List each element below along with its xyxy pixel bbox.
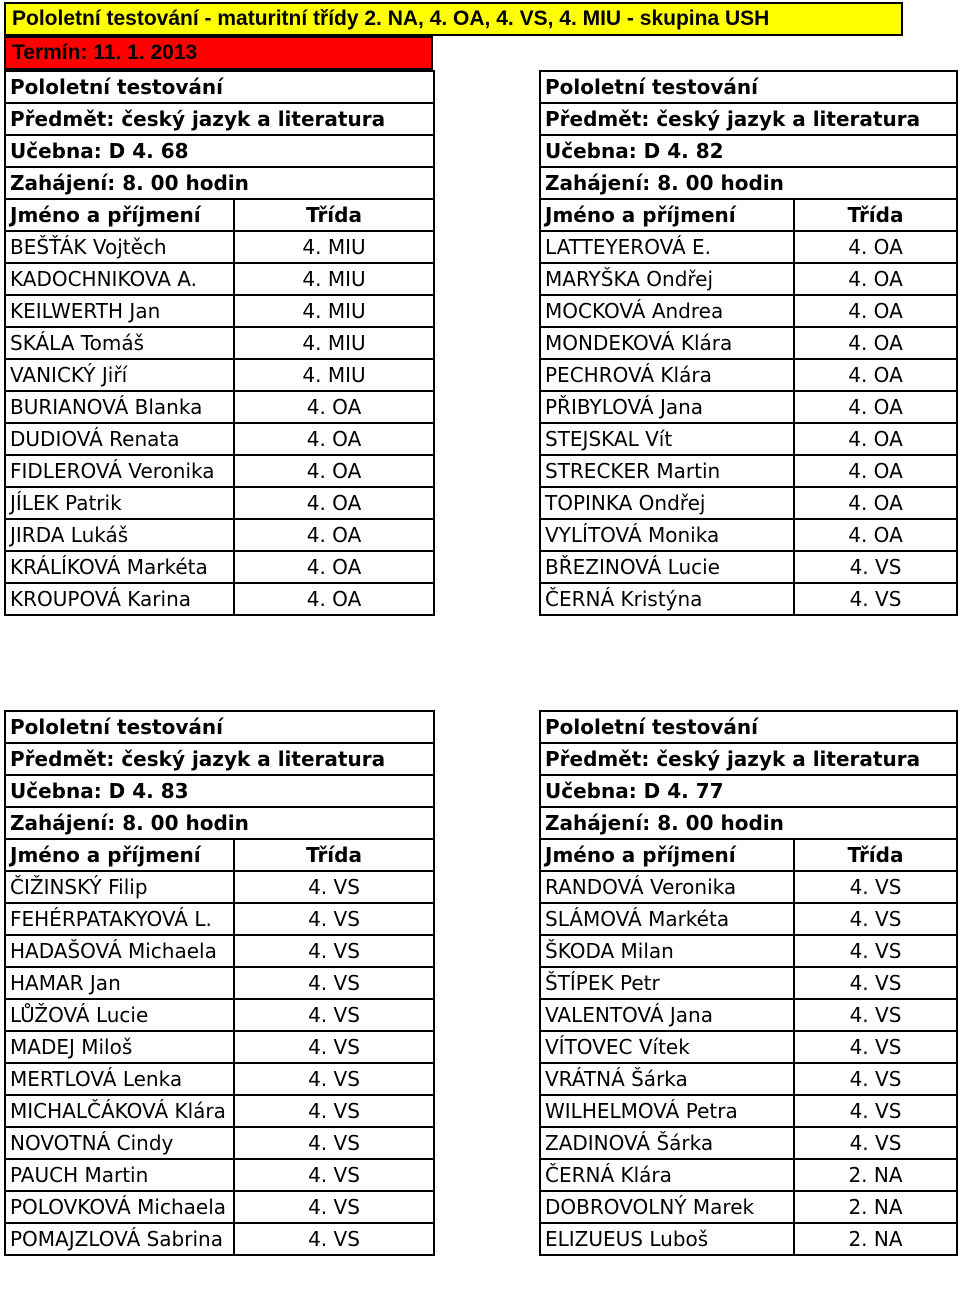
student-name: VALENTOVÁ Jana bbox=[540, 999, 794, 1031]
student-name: VRÁTNÁ Šárka bbox=[540, 1063, 794, 1095]
student-class: 4. VS bbox=[794, 1063, 957, 1095]
table-row bbox=[540, 551, 957, 583]
student-name: MICHALČÁKOVÁ Klára bbox=[5, 1095, 234, 1127]
group-table-d482 bbox=[539, 70, 958, 616]
table-row bbox=[540, 487, 957, 519]
student-name: KROUPOVÁ Karina bbox=[5, 583, 234, 615]
group-heading: Pololetní testování bbox=[5, 711, 434, 743]
group-start: Zahájení: 8. 00 hodin bbox=[540, 807, 957, 839]
student-class: 4. OA bbox=[794, 391, 957, 423]
group-room: Učebna: D 4. 83 bbox=[5, 775, 434, 807]
table-row bbox=[5, 231, 434, 263]
group-table-d477 bbox=[539, 710, 958, 1256]
student-name: BŘEZINOVÁ Lucie bbox=[540, 551, 794, 583]
table-row bbox=[5, 1223, 434, 1255]
student-class: 4. OA bbox=[234, 519, 434, 551]
header-row bbox=[5, 199, 434, 231]
table-row bbox=[5, 935, 434, 967]
student-name: SLÁMOVÁ Markéta bbox=[540, 903, 794, 935]
group-start: Zahájení: 8. 00 hodin bbox=[5, 167, 434, 199]
table-row bbox=[540, 1127, 957, 1159]
group-subject: Předmět: český jazyk a literatura bbox=[5, 103, 434, 135]
group-room-row bbox=[5, 775, 434, 807]
group-room: Učebna: D 4. 77 bbox=[540, 775, 957, 807]
table-row bbox=[540, 263, 957, 295]
student-class: 4. VS bbox=[794, 1095, 957, 1127]
student-name: BEŠŤÁK Vojtěch bbox=[5, 231, 234, 263]
table-row bbox=[5, 1127, 434, 1159]
student-class: 4. MIU bbox=[234, 263, 434, 295]
student-name: MONDEKOVÁ Klára bbox=[540, 327, 794, 359]
student-name: SKÁLA Tomáš bbox=[5, 327, 234, 359]
table-row bbox=[5, 1095, 434, 1127]
student-name: ZADINOVÁ Šárka bbox=[540, 1127, 794, 1159]
student-name: POLOVKOVÁ Michaela bbox=[5, 1191, 234, 1223]
table-row bbox=[5, 391, 434, 423]
document-title: Pololetní testování - maturitní třídy 2. NA, 4. OA, 4. VS, 4. MIU - skupina USH bbox=[4, 2, 903, 36]
student-name: MOCKOVÁ Andrea bbox=[540, 295, 794, 327]
student-class: 2. NA bbox=[794, 1223, 957, 1255]
student-class: 4. VS bbox=[234, 1127, 434, 1159]
group-start-row bbox=[5, 167, 434, 199]
table-row bbox=[5, 1191, 434, 1223]
student-class: 4. MIU bbox=[234, 327, 434, 359]
header-row bbox=[540, 839, 957, 871]
student-class: 4. VS bbox=[794, 999, 957, 1031]
table-row bbox=[5, 1063, 434, 1095]
col-header-name: Jméno a příjmení bbox=[5, 839, 234, 871]
student-name: WILHELMOVÁ Petra bbox=[540, 1095, 794, 1127]
group-room: Učebna: D 4. 82 bbox=[540, 135, 957, 167]
section-top bbox=[0, 70, 960, 644]
group-subject-row bbox=[5, 103, 434, 135]
student-name: VANICKÝ Jiří bbox=[5, 359, 234, 391]
student-name: FIDLEROVÁ Veronika bbox=[5, 455, 234, 487]
table-row bbox=[540, 295, 957, 327]
student-class: 4. OA bbox=[794, 295, 957, 327]
student-name: KADOCHNIKOVA A. bbox=[5, 263, 234, 295]
group-room-row bbox=[5, 135, 434, 167]
student-name: PŘIBYLOVÁ Jana bbox=[540, 391, 794, 423]
student-class: 4. MIU bbox=[234, 231, 434, 263]
student-class: 4. OA bbox=[794, 231, 957, 263]
student-name: DUDIOVÁ Renata bbox=[5, 423, 234, 455]
table-row bbox=[540, 1031, 957, 1063]
student-name: DOBROVOLNÝ Marek bbox=[540, 1191, 794, 1223]
exam-date: Termín: 11. 1. 2013 bbox=[4, 36, 433, 70]
student-class: 4. VS bbox=[234, 1031, 434, 1063]
table-row bbox=[5, 327, 434, 359]
student-name: MARYŠKA Ondřej bbox=[540, 263, 794, 295]
student-name: ELIZUEUS Luboš bbox=[540, 1223, 794, 1255]
student-name: HAMAR Jan bbox=[5, 967, 234, 999]
student-name: ČERNÁ Kristýna bbox=[540, 583, 794, 615]
table-row bbox=[540, 999, 957, 1031]
group-subject: Předmět: český jazyk a literatura bbox=[540, 743, 957, 775]
table-row bbox=[5, 999, 434, 1031]
table-row bbox=[540, 327, 957, 359]
student-name: JÍLEK Patrik bbox=[5, 487, 234, 519]
group-room-row bbox=[540, 135, 957, 167]
student-class: 4. OA bbox=[234, 423, 434, 455]
group-start-row bbox=[540, 167, 957, 199]
group-start: Zahájení: 8. 00 hodin bbox=[540, 167, 957, 199]
table-row bbox=[540, 1159, 957, 1191]
student-class: 4. VS bbox=[234, 967, 434, 999]
student-class: 4. VS bbox=[794, 551, 957, 583]
group-start-row bbox=[5, 807, 434, 839]
student-class: 4. VS bbox=[234, 1095, 434, 1127]
table-row bbox=[540, 423, 957, 455]
student-name: PECHROVÁ Klára bbox=[540, 359, 794, 391]
student-class: 4. OA bbox=[234, 455, 434, 487]
table-row bbox=[5, 295, 434, 327]
table-row bbox=[5, 423, 434, 455]
student-name: BURIANOVÁ Blanka bbox=[5, 391, 234, 423]
student-name: RANDOVÁ Veronika bbox=[540, 871, 794, 903]
student-class: 4. OA bbox=[234, 583, 434, 615]
table-row bbox=[5, 903, 434, 935]
table-row bbox=[540, 455, 957, 487]
col-header-name: Jméno a příjmení bbox=[5, 199, 234, 231]
group-heading-row bbox=[5, 71, 434, 103]
col-header-name: Jméno a příjmení bbox=[540, 839, 794, 871]
col-header-class: Třída bbox=[234, 839, 434, 871]
table-row bbox=[540, 391, 957, 423]
student-name: ŠKODA Milan bbox=[540, 935, 794, 967]
student-class: 4. OA bbox=[794, 327, 957, 359]
student-name: VÍTOVEC Vítek bbox=[540, 1031, 794, 1063]
student-name: KEILWERTH Jan bbox=[5, 295, 234, 327]
student-class: 2. NA bbox=[794, 1159, 957, 1191]
table-row bbox=[5, 967, 434, 999]
group-heading: Pololetní testování bbox=[5, 71, 434, 103]
table-row bbox=[5, 359, 434, 391]
student-class: 4. OA bbox=[234, 551, 434, 583]
table-row bbox=[540, 1063, 957, 1095]
student-class: 4. OA bbox=[794, 487, 957, 519]
group-heading-row bbox=[540, 711, 957, 743]
table-row bbox=[5, 1031, 434, 1063]
table-row bbox=[540, 871, 957, 903]
col-header-class: Třída bbox=[794, 839, 957, 871]
student-name: MADEJ Miloš bbox=[5, 1031, 234, 1063]
table-row bbox=[540, 967, 957, 999]
student-class: 4. VS bbox=[794, 903, 957, 935]
section-bottom bbox=[0, 710, 960, 1284]
header-row bbox=[540, 199, 957, 231]
student-class: 4. VS bbox=[794, 583, 957, 615]
header-row bbox=[5, 839, 434, 871]
student-class: 4. OA bbox=[794, 455, 957, 487]
table-row bbox=[540, 1191, 957, 1223]
group-room-row bbox=[540, 775, 957, 807]
student-name: POMAJZLOVÁ Sabrina bbox=[5, 1223, 234, 1255]
table-row bbox=[5, 519, 434, 551]
group-start: Zahájení: 8. 00 hodin bbox=[5, 807, 434, 839]
group-subject-row bbox=[540, 103, 957, 135]
group-table-d468 bbox=[4, 70, 435, 616]
student-class: 4. VS bbox=[234, 1223, 434, 1255]
student-class: 4. MIU bbox=[234, 359, 434, 391]
student-class: 4. VS bbox=[234, 903, 434, 935]
table-row bbox=[5, 263, 434, 295]
student-class: 4. VS bbox=[234, 999, 434, 1031]
table-row bbox=[540, 935, 957, 967]
student-name: HADAŠOVÁ Michaela bbox=[5, 935, 234, 967]
student-class: 4. OA bbox=[794, 423, 957, 455]
table-row bbox=[540, 1223, 957, 1255]
student-class: 4. MIU bbox=[234, 295, 434, 327]
student-name: STEJSKAL Vít bbox=[540, 423, 794, 455]
table-row bbox=[540, 231, 957, 263]
student-name: TOPINKA Ondřej bbox=[540, 487, 794, 519]
student-name: JIRDA Lukáš bbox=[5, 519, 234, 551]
student-name: LŮŽOVÁ Lucie bbox=[5, 999, 234, 1031]
student-class: 4. VS bbox=[794, 935, 957, 967]
table-row bbox=[5, 551, 434, 583]
table-row bbox=[540, 519, 957, 551]
group-room: Učebna: D 4. 68 bbox=[5, 135, 434, 167]
student-name: ČIŽINSKÝ Filip bbox=[5, 871, 234, 903]
group-start-row bbox=[540, 807, 957, 839]
table-row bbox=[540, 903, 957, 935]
student-class: 4. OA bbox=[794, 519, 957, 551]
student-class: 4. VS bbox=[794, 1127, 957, 1159]
student-class: 4. OA bbox=[234, 487, 434, 519]
group-table-d483 bbox=[4, 710, 435, 1256]
student-class: 4. VS bbox=[794, 967, 957, 999]
student-class: 4. OA bbox=[794, 263, 957, 295]
student-name: NOVOTNÁ Cindy bbox=[5, 1127, 234, 1159]
table-row bbox=[5, 1159, 434, 1191]
col-header-class: Třída bbox=[794, 199, 957, 231]
student-class: 4. VS bbox=[234, 1063, 434, 1095]
student-name: ČERNÁ Klára bbox=[540, 1159, 794, 1191]
student-class: 4. VS bbox=[234, 1159, 434, 1191]
student-class: 4. VS bbox=[234, 871, 434, 903]
student-name: ŠTÍPEK Petr bbox=[540, 967, 794, 999]
col-header-class: Třída bbox=[234, 199, 434, 231]
table-row bbox=[540, 1095, 957, 1127]
student-name: KRÁLÍKOVÁ Markéta bbox=[5, 551, 234, 583]
table-row bbox=[540, 583, 957, 615]
table-row bbox=[5, 455, 434, 487]
group-heading-row bbox=[540, 71, 957, 103]
student-class: 4. VS bbox=[794, 871, 957, 903]
col-header-name: Jméno a příjmení bbox=[540, 199, 794, 231]
student-name: VYLÍTOVÁ Monika bbox=[540, 519, 794, 551]
student-name: LATTEYEROVÁ E. bbox=[540, 231, 794, 263]
table-row bbox=[540, 359, 957, 391]
student-class: 4. VS bbox=[234, 935, 434, 967]
group-subject-row bbox=[540, 743, 957, 775]
student-class: 2. NA bbox=[794, 1191, 957, 1223]
student-name: PAUCH Martin bbox=[5, 1159, 234, 1191]
student-name: STRECKER Martin bbox=[540, 455, 794, 487]
table-row bbox=[5, 871, 434, 903]
group-subject: Předmět: český jazyk a literatura bbox=[540, 103, 957, 135]
table-row bbox=[5, 583, 434, 615]
student-class: 4. OA bbox=[234, 391, 434, 423]
student-name: MERTLOVÁ Lenka bbox=[5, 1063, 234, 1095]
student-class: 4. VS bbox=[794, 1031, 957, 1063]
group-subject-row bbox=[5, 743, 434, 775]
table-row bbox=[5, 487, 434, 519]
group-heading: Pololetní testování bbox=[540, 711, 957, 743]
group-heading: Pololetní testování bbox=[540, 71, 957, 103]
student-name: FEHÉRPATAKYOVÁ L. bbox=[5, 903, 234, 935]
group-subject: Předmět: český jazyk a literatura bbox=[5, 743, 434, 775]
student-class: 4. OA bbox=[794, 359, 957, 391]
group-heading-row bbox=[5, 711, 434, 743]
student-class: 4. VS bbox=[234, 1191, 434, 1223]
